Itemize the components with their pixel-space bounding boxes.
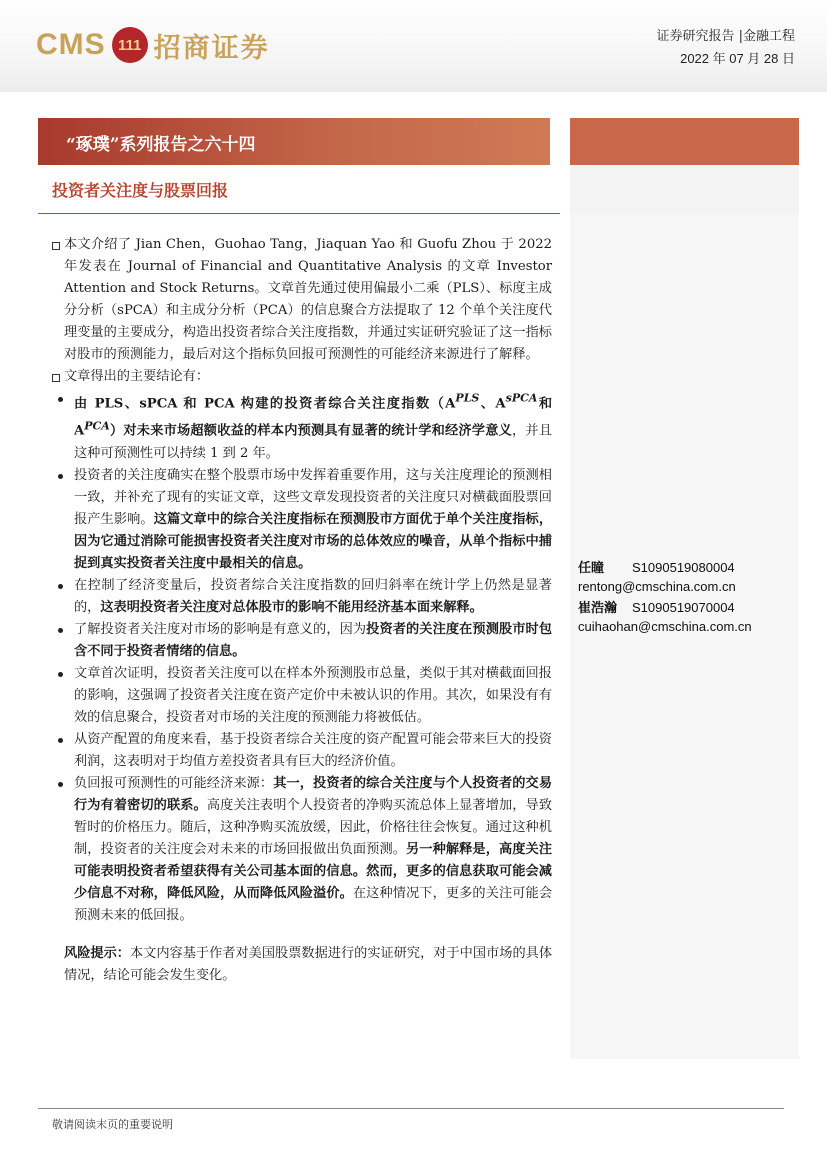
conclusion-item: [52, 619, 552, 663]
bullet-text: 投资者的关注度确实在整个股票市场中发挥着重要作用，这与关注度理论的预测相一致，并补充了现有的实证文章，这些文章发现投资者的关注度只对横截面股票回报产生影响。: [74, 467, 552, 527]
sidebar-panel: [570, 213, 799, 1059]
sidebar-top-panel: [570, 165, 799, 213]
bullet-dot-icon: [58, 397, 63, 402]
conclusion-item: [52, 773, 552, 927]
bullet-dot-icon: [58, 474, 63, 479]
bullet-text: ，并且这种可预测性可以持续 1 到 2 年。: [74, 423, 553, 461]
bullet-bold-text: 这表明投资者关注度对总体股市的影响不能用经济基本面来解释。: [100, 599, 483, 615]
bullet-bold-text: ）对未来市场超额收益的样本内预测具有显著的统计学和经济学意义: [109, 423, 513, 439]
logo-chinese: 招商证券: [153, 32, 270, 64]
author-email[interactable]: cuihaohan@cmschina.com.cn: [578, 619, 752, 634]
bullet-bold-text: 另一种解释是，高度关注可能表明投资者希望获得有关公司基本面的信息。然而，更多的信息获取可能会减少信息不对称，降低风险，从而降低风险溢价。: [74, 841, 553, 901]
superscript: PLS: [455, 392, 480, 405]
bullet-dot-icon: [58, 672, 63, 677]
author-block: [578, 559, 736, 596]
author-name: 崔浩瀚: [578, 601, 618, 616]
report-body: [52, 234, 552, 1000]
risk-warning: [52, 943, 552, 987]
bullet-dot-icon: [58, 628, 63, 633]
author-id: S1090519080004: [632, 560, 735, 575]
conclusions-lead-text: 文章得出的主要结论有：: [64, 369, 210, 384]
bullet-bold-text: 和A: [74, 396, 553, 439]
bullet-text: 负回报可预测性的可能经济来源：: [74, 775, 274, 791]
bullet-text: 高度关注表明个人投资者的净购买流总体上显著增加，导致暂时的价格压力。随后，这种净购买流放缓，因此，价格往往会恢复。通过这种机制，投资者的关注度会对未来的市场回报做出负面预测。: [74, 797, 553, 857]
logo-emblem-icon: [112, 27, 148, 63]
series-title: “琢璞”系列报告之六十四: [66, 135, 256, 155]
author-block: [578, 599, 752, 636]
bullet-dot-icon: [58, 584, 63, 589]
conclusion-item: [52, 575, 552, 619]
title-divider: [38, 213, 560, 214]
risk-text: 本文内容基于作者对美国股票数据进行的实证研究，对于中国市场的具体情况，结论可能会发生变化。: [64, 945, 553, 983]
bullet-text: 在这种情况下，更多的关注可能会预测未来的低回报。: [74, 885, 553, 923]
intro-text: 本文介绍了 Jian Chen，Guohao Tang，Jiaquan Yao 和 Guofu Zhou 于 2022 年发表在 Journal of Financial and Quantitative Analysis 的文章 Investor Attention and Stock Returns。文章首先通过使用偏最小二乘（PLS）、标度主成分分析（sPCA）和主成分分析（PCA）的信息聚合方法提取了 12 个单个关注度代理变量的主要成分，构造出投资者综合关注度指数，并通过实证研究验证了这一指标对股市的预测能力，最后对这个指标负回报可预测性的可能经济来源进行了解释。: [64, 237, 552, 362]
square-bullet-icon: [52, 374, 60, 382]
logo-mark-text: 111: [117, 36, 142, 54]
cms-logo: [36, 24, 270, 66]
author-name: 任瞳: [578, 561, 605, 576]
report-title: 投资者关注度与股票回报: [52, 181, 229, 200]
bullet-bold-text: 投资者的关注度在预测股市时包含不同于投资者情绪的信息。: [74, 621, 553, 659]
author-email[interactable]: rentong@cmschina.com.cn: [578, 579, 736, 594]
bullet-text: 从资产配置的角度来看，基于投资者综合关注度的资产配置可能会带来巨大的投资利润，这表明对于均值方差投资者具有巨大的经济价值。: [74, 731, 552, 769]
bullet-text: 在控制了经济变量后，投资者综合关注度指数的回归斜率在统计学上仍然是显著的，: [74, 577, 552, 615]
superscript: PCA: [84, 419, 110, 433]
report-date: 2022 年 07 月 28 日: [680, 51, 795, 66]
bullet-text: 了解投资者关注度对市场的影响是有意义的，因为: [74, 621, 367, 637]
bullet-bold-text: 、A: [479, 396, 506, 412]
conclusion-item: [52, 465, 552, 575]
bullet-bold-text: 其一，投资者的综合关注度与个人投资者的交易行为有着密切的联系。: [74, 775, 553, 813]
conclusion-item: [52, 388, 552, 465]
logo-latin: CMS: [36, 28, 106, 61]
bullet-dot-icon: [58, 782, 63, 787]
conclusion-item: [52, 729, 552, 773]
square-bullet-icon: [52, 242, 60, 250]
conclusions-lead: [52, 366, 552, 388]
sidebar-banner: [570, 118, 799, 165]
intro-paragraph: [52, 234, 552, 366]
header-meta: [656, 26, 795, 70]
superscript: sPCA: [505, 392, 538, 405]
footer-note: 敬请阅读末页的重要说明: [52, 1118, 173, 1131]
bullet-text: 文章首次证明，投资者关注度可以在样本外预测股市总量，类似于其对横截面回报的影响，这强调了投资者关注度在资产定价中未被认识的作用。其次，如果没有有效的信息聚合，投资者对市场的关注度的预测能力将被低估。: [74, 665, 552, 725]
author-id: S1090519070004: [632, 600, 735, 615]
bullet-bold-text: 这篇文章中的综合关注度指标在预测股市方面优于单个关注度指标，因为它通过消除可能损害投资者关注度对市场的总体效应的噪音，从单个指标中捕捉到真实投资者关注度中最相关的信息。: [74, 511, 553, 571]
bullet-dot-icon: [58, 738, 63, 743]
bullet-bold-text: 由 PLS、sPCA 和 PCA 构建的投资者综合关注度指数（A: [74, 396, 456, 412]
report-type: 证券研究报告 |金融工程: [656, 29, 795, 44]
risk-label: 风险提示：: [64, 945, 130, 961]
footer-divider: [38, 1108, 784, 1109]
series-banner: [38, 118, 550, 165]
conclusion-item: [52, 663, 552, 729]
